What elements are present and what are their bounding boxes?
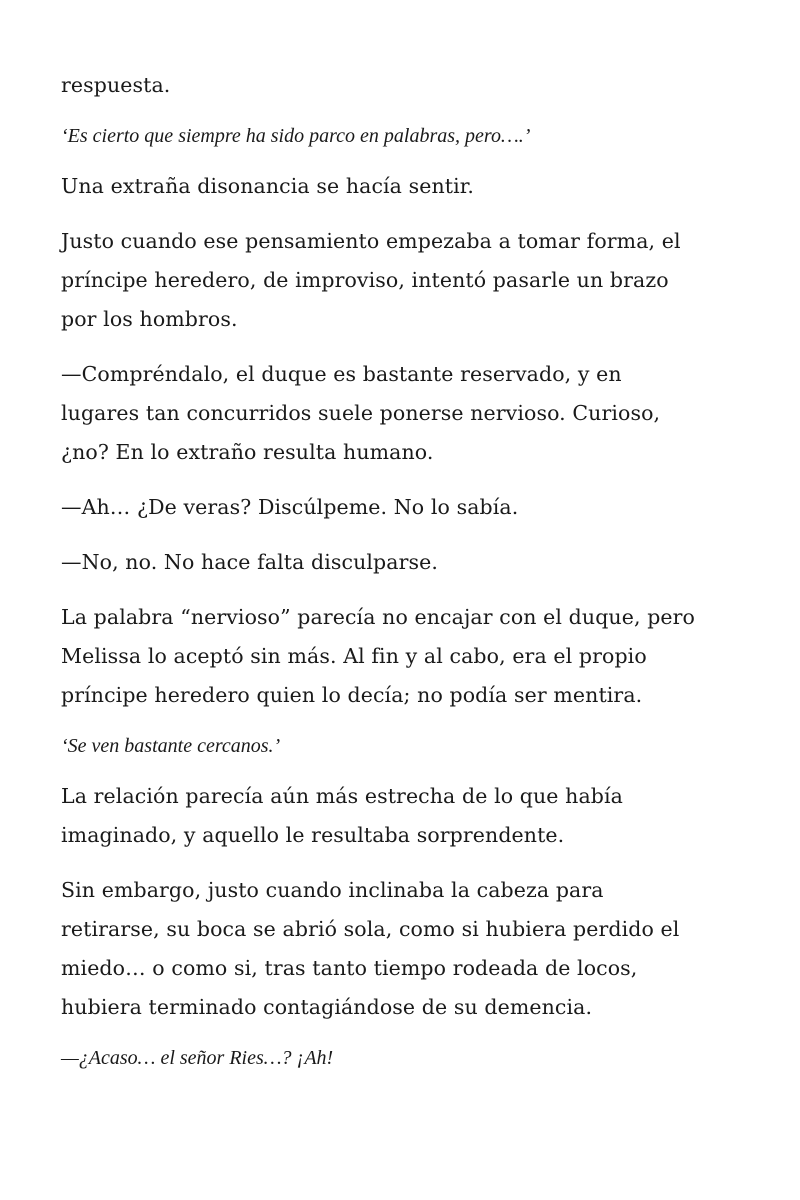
paragraph [61, 167, 751, 206]
text-line: príncipe heredero, de improviso, intentó pasarle un brazo [61, 268, 669, 292]
paragraph [61, 777, 751, 855]
paragraph [61, 543, 751, 582]
text-line: La relación parecía aún más estrecha de lo que había [61, 784, 623, 808]
document-page [61, 66, 751, 1089]
text-line: miedo… o como si, tras tanto tiempo rodeada de locos, [61, 956, 638, 980]
paragraph [61, 598, 751, 715]
text-line: por los hombros. [61, 307, 238, 331]
text-line: —Compréndalo, el duque es bastante reservado, y en [61, 362, 622, 386]
text-line: ¿no? En lo extraño resulta humano. [61, 440, 434, 464]
italic-thought: ‘Es cierto que siempre ha sido parco en palabras, pero….’ [61, 125, 531, 147]
paragraph [61, 222, 751, 339]
text-line: —No, no. No hace falta disculparse. [61, 550, 438, 574]
paragraph [61, 66, 751, 105]
text-line: retirarse, su boca se abrió sola, como si hubiera perdido el [61, 917, 680, 941]
paragraph [61, 488, 751, 527]
text-line: lugares tan concurridos suele ponerse nervioso. Curioso, [61, 401, 661, 425]
text-line: Melissa lo aceptó sin más. Al fin y al cabo, era el propio [61, 644, 647, 668]
text-line: Justo cuando ese pensamiento empezaba a tomar forma, el [61, 229, 681, 253]
text-line: hubiera terminado contagiándose de su demencia. [61, 995, 593, 1019]
paragraph [61, 355, 751, 472]
text-line: Sin embargo, justo cuando inclinaba la cabeza para [61, 878, 604, 902]
text-line: Una extraña disonancia se hacía sentir. [61, 174, 475, 198]
italic-dialogue: —¿Acaso… el señor Ries…? ¡Ah! [61, 1047, 334, 1069]
paragraph [61, 871, 751, 1027]
text-line: La palabra “nervioso” parecía no encajar con el duque, pero [61, 605, 695, 629]
text-line: imaginado, y aquello le resultaba sorprendente. [61, 823, 565, 847]
text-line: príncipe heredero quien lo decía; no podía ser mentira. [61, 683, 643, 707]
text-line: respuesta. [61, 73, 171, 97]
text-line: —Ah… ¿De veras? Discúlpeme. No lo sabía. [61, 495, 519, 519]
italic-thought: ‘Se ven bastante cercanos.’ [61, 735, 281, 757]
